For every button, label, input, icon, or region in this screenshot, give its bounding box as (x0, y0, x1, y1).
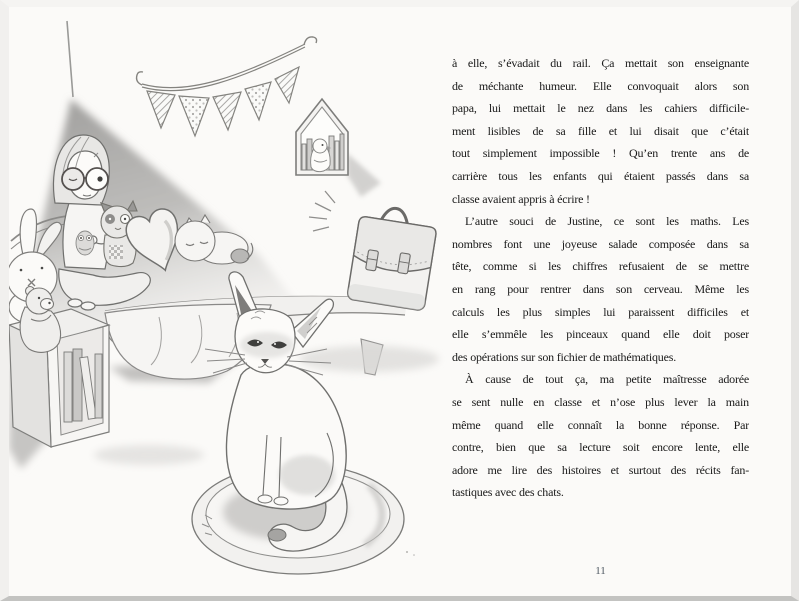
satchel-glow-lines (309, 191, 335, 231)
teddy-snout (41, 299, 54, 310)
text-line: en rang pour rentrer dans son cerveau. Même les (452, 281, 749, 296)
girl-foot (68, 299, 82, 307)
page-text (452, 52, 749, 504)
house-shelf-shadow (347, 153, 381, 197)
text-line: nombres font une joyeuse salade composée dans sa (452, 236, 749, 251)
bunting-garland (137, 37, 317, 136)
floor-speck (413, 554, 415, 556)
bedroom-illustration (9, 7, 454, 597)
text-line: À cause de tout ça, ma petite maîtresse adorée (465, 372, 749, 387)
garland-hook-right (304, 37, 317, 45)
house-shelf (296, 99, 381, 197)
plush-cat-belly (109, 245, 123, 259)
pupil (97, 176, 102, 181)
flag-dotted-2 (245, 82, 271, 120)
text-line: de méchante humeur. Elle convoquait alors son (452, 78, 749, 93)
text-line: carrière tous les enfants qui étaient passés dans sa (452, 168, 749, 183)
text-line: des opérations sur son fichier de mathématiques. (452, 349, 677, 364)
floor-speck (406, 551, 408, 553)
floor-shadow-shelf (94, 445, 204, 465)
cat-tail-tip (268, 529, 286, 541)
text-line: à elle, s’évadait du rail. Ça mettait son enseignante (452, 56, 749, 70)
text-line: tout simplement impossible ! Qu’en trente ans de (452, 146, 749, 161)
sleeping-plush-tail (231, 249, 249, 263)
text-line: ment lisibles de sa fille et lui disait que c’était (452, 123, 749, 138)
owl-print (76, 231, 94, 255)
flag-striped-3 (275, 67, 299, 103)
text-line: elle s’emmêle les pinceaux quand elle doit poser (452, 327, 749, 342)
text-line: adore me lire des histoires et surtout des récits fan- (452, 462, 749, 477)
flag-striped-1 (147, 91, 175, 128)
text-line: contre, bien que sa lecture soit encore lente, elle (452, 440, 749, 455)
garland-hook-left (137, 72, 143, 85)
text-line: tête, comme si les chiffres refusaient de se mettre (452, 259, 749, 274)
girl-foot (81, 302, 95, 310)
text-line: calculs les plus simples lui paraissent difficiles et (452, 304, 749, 319)
school-satchel (347, 203, 439, 311)
flag-dotted-1 (179, 96, 209, 136)
page-number: 11 (595, 565, 606, 577)
text-line: tastiques avec des chats. (452, 485, 564, 500)
flag-striped-2 (213, 92, 241, 130)
text-line: se sent nulle en classe et n’ose plus lever la main (452, 394, 749, 409)
text-line: même quand elle connaît la bonne réponse. Par (452, 417, 749, 432)
text-line: L’autre souci de Justine, ce sont les maths. Les (465, 214, 749, 229)
text-line: papa, lui mettait le nez dans les cahiers difficile- (452, 101, 749, 116)
text-line: classe avaient appris à écrire ! (452, 191, 590, 206)
